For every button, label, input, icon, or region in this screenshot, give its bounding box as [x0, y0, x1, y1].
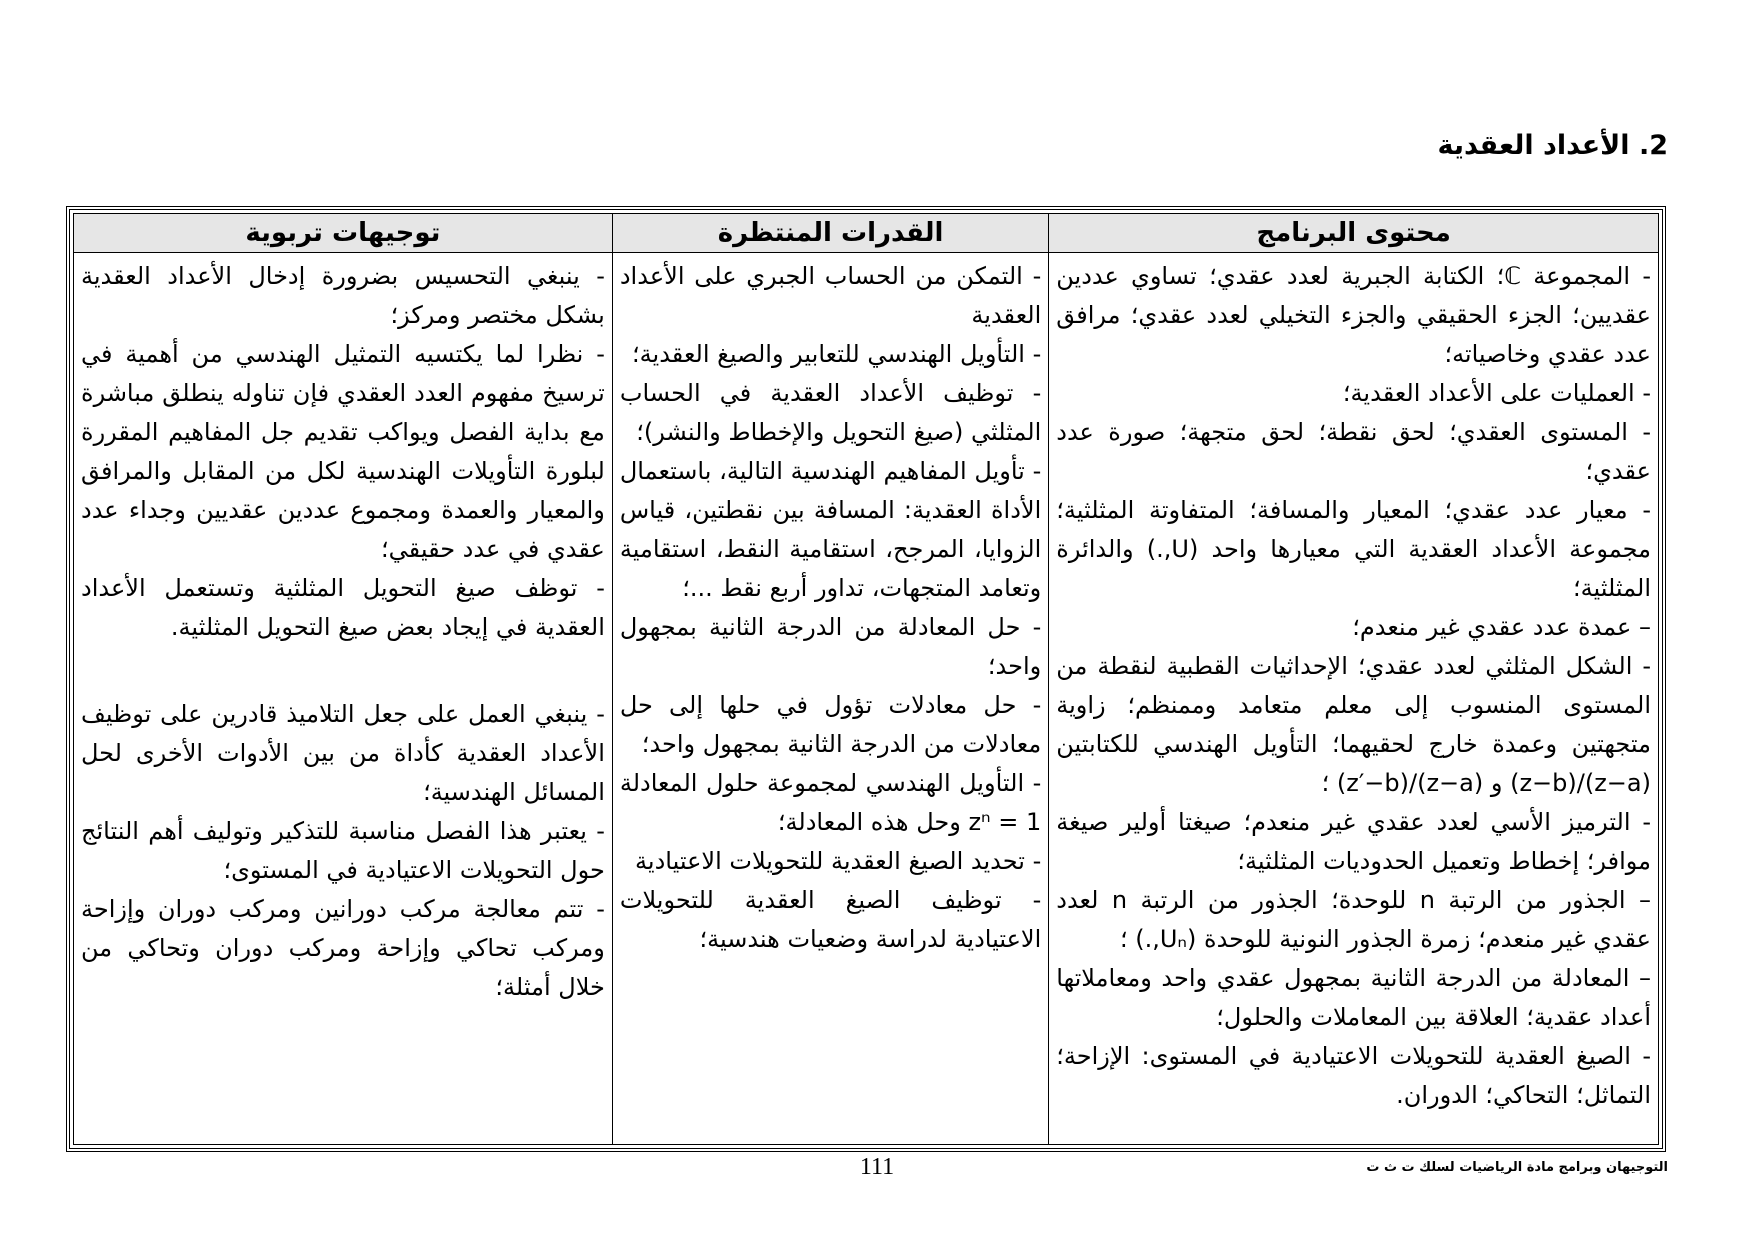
table-body-row: [74, 253, 1659, 1145]
content-item: – عمدة عدد عقدي غير منعدم؛: [1352, 613, 1651, 641]
ability-item: - التأويل الهندسي لمجموعة حلول المعادلة zⁿ = 1 وحل هذه المعادلة؛: [619, 769, 1042, 836]
content-item: - المجموعة ℂ؛ الكتابة الجبرية لعدد عقدي؛ تساوي عددين عقديين؛ الجزء الحقيقي والجزء التخيلي لعدد عقدي؛ مرافق عدد عقدي وخاصياته؛: [1056, 262, 1651, 368]
page-number: 111: [859, 1154, 895, 1180]
table-header-row: [74, 214, 1659, 253]
footer-text: التوجيهان وبرامج مادة الرياضيات لسلك ت ث ت: [1366, 1160, 1668, 1175]
ability-item: - توظيف الأعداد العقدية في الحساب المثلثي (صيغ التحويل والإخطاط والنشر)؛: [619, 379, 1042, 446]
content-item: – الجذور من الرتبة n للوحدة؛ الجذور من الرتبة n لعدد عقدي غير منعدم؛ زمرة الجذور النونية للوحدة (Uₙ,.) ؛: [1056, 886, 1652, 953]
section-title: 2. الأعداد العقدية: [1437, 130, 1668, 161]
ability-item: - التمكن من الحساب الجبري على الأعداد العقدية: [619, 262, 1042, 329]
guidance-item: - توظف صيغ التحويل المثلثية وتستعمل الأعداد العقدية في إيجاد بعض صيغ التحويل المثلثية.: [81, 574, 605, 641]
header-guidance: توجيهات تربوية: [74, 214, 613, 253]
ability-item: - تحديد الصيغ العقدية للتحويلات الاعتيادية: [635, 847, 1042, 875]
guidance-column: [74, 253, 613, 1145]
content-column: [1049, 253, 1659, 1145]
spacer: [81, 647, 605, 695]
guidance-item: - ينبغي العمل على جعل التلاميذ قادرين على توظيف الأعداد العقدية كأداة من بين الأدوات الأخرى لحل المسائل الهندسية؛: [81, 700, 605, 806]
header-abilities: القدرات المنتظرة: [612, 214, 1048, 253]
guidance-item: - ينبغي التحسيس بضرورة إدخال الأعداد العقدية بشكل مختصر ومركز؛: [81, 262, 605, 329]
content-item: - الصيغ العقدية للتحويلات الاعتيادية في المستوى: الإزاحة؛ التماثل؛ التحاكي؛ الدوران.: [1056, 1042, 1651, 1109]
abilities-column: [612, 253, 1048, 1145]
ability-item: - تأويل المفاهيم الهندسية التالية، باستعمال الأداة العقدية: المسافة بين نقطتين، قياس الزوايا، المرجح، استقامية النقط، استقامية وتعامد المتجهات، تداور أربع نقط ...؛: [619, 457, 1042, 602]
content-item: - الترميز الأسي لعدد عقدي غير منعدم؛ صيغتا أولير صيغة موافر؛ إخطاط وتعميل الحدوديات المثلثية؛: [1056, 808, 1651, 875]
content-item: - الشكل المثلثي لعدد عقدي؛ الإحداثيات القطبية لنقطة من المستوى المنسوب إلى معلم متعامد وممنظم؛ زاوية متجهتين وعمدة خارج لحقيهما؛ التأويل الهندسي للكتابتين (z−a)/(z−b) و (z−a)/(z′−b) ؛: [1056, 652, 1651, 797]
header-content: محتوى البرنامج: [1049, 214, 1659, 253]
ability-item: - التأويل الهندسي للتعابير والصيغ العقدية؛: [632, 340, 1042, 368]
guidance-item: - تتم معالجة مركب دورانين ومركب دوران وإزاحة ومركب تحاكي وإزاحة ومركب دوران وتحاكي من خلال أمثلة؛: [81, 895, 605, 1001]
ability-item: - حل معادلات تؤول في حلها إلى حل معادلات من الدرجة الثانية بمجهول واحد؛: [619, 691, 1042, 758]
ability-item: - توظيف الصيغ العقدية للتحويلات الاعتيادية لدراسة وضعيات هندسية؛: [619, 886, 1042, 953]
program-table-frame: [66, 206, 1666, 1152]
content-item: - العمليات على الأعداد العقدية؛: [1342, 379, 1651, 407]
program-table: [73, 213, 1659, 1145]
content-item: – المعادلة من الدرجة الثانية بمجهول عقدي واحد ومعاملاتها أعداد عقدية؛ العلاقة بين المعاملات والحلول؛: [1056, 964, 1651, 1031]
ability-item: - حل المعادلة من الدرجة الثانية بمجهول واحد؛: [619, 613, 1042, 680]
guidance-item: - نظرا لما يكتسيه التمثيل الهندسي من أهمية في ترسيخ مفهوم العدد العقدي فإن تناوله ينطلق مباشرة مع بداية الفصل ويواكب تقديم جل المفاهيم المقررة لبلورة التأويلات الهندسية لكل من المقابل والمرافق والمعيار والعمدة ومجموع عددين عقديين وجداء عدد عقدي في عدد حقيقي؛: [81, 340, 605, 563]
content-item: - المستوى العقدي؛ لحق نقطة؛ لحق متجهة؛ صورة عدد عقدي؛: [1056, 418, 1651, 485]
content-item: - معيار عدد عقدي؛ المعيار والمسافة؛ المتفاوتة المثلثية؛ مجموعة الأعداد العقدية التي معيارها واحد (U,.) والدائرة المثلثية؛: [1056, 496, 1651, 602]
guidance-item: - يعتبر هذا الفصل مناسبة للتذكير وتوليف أهم النتائج حول التحويلات الاعتيادية في المستوى؛: [81, 817, 605, 884]
